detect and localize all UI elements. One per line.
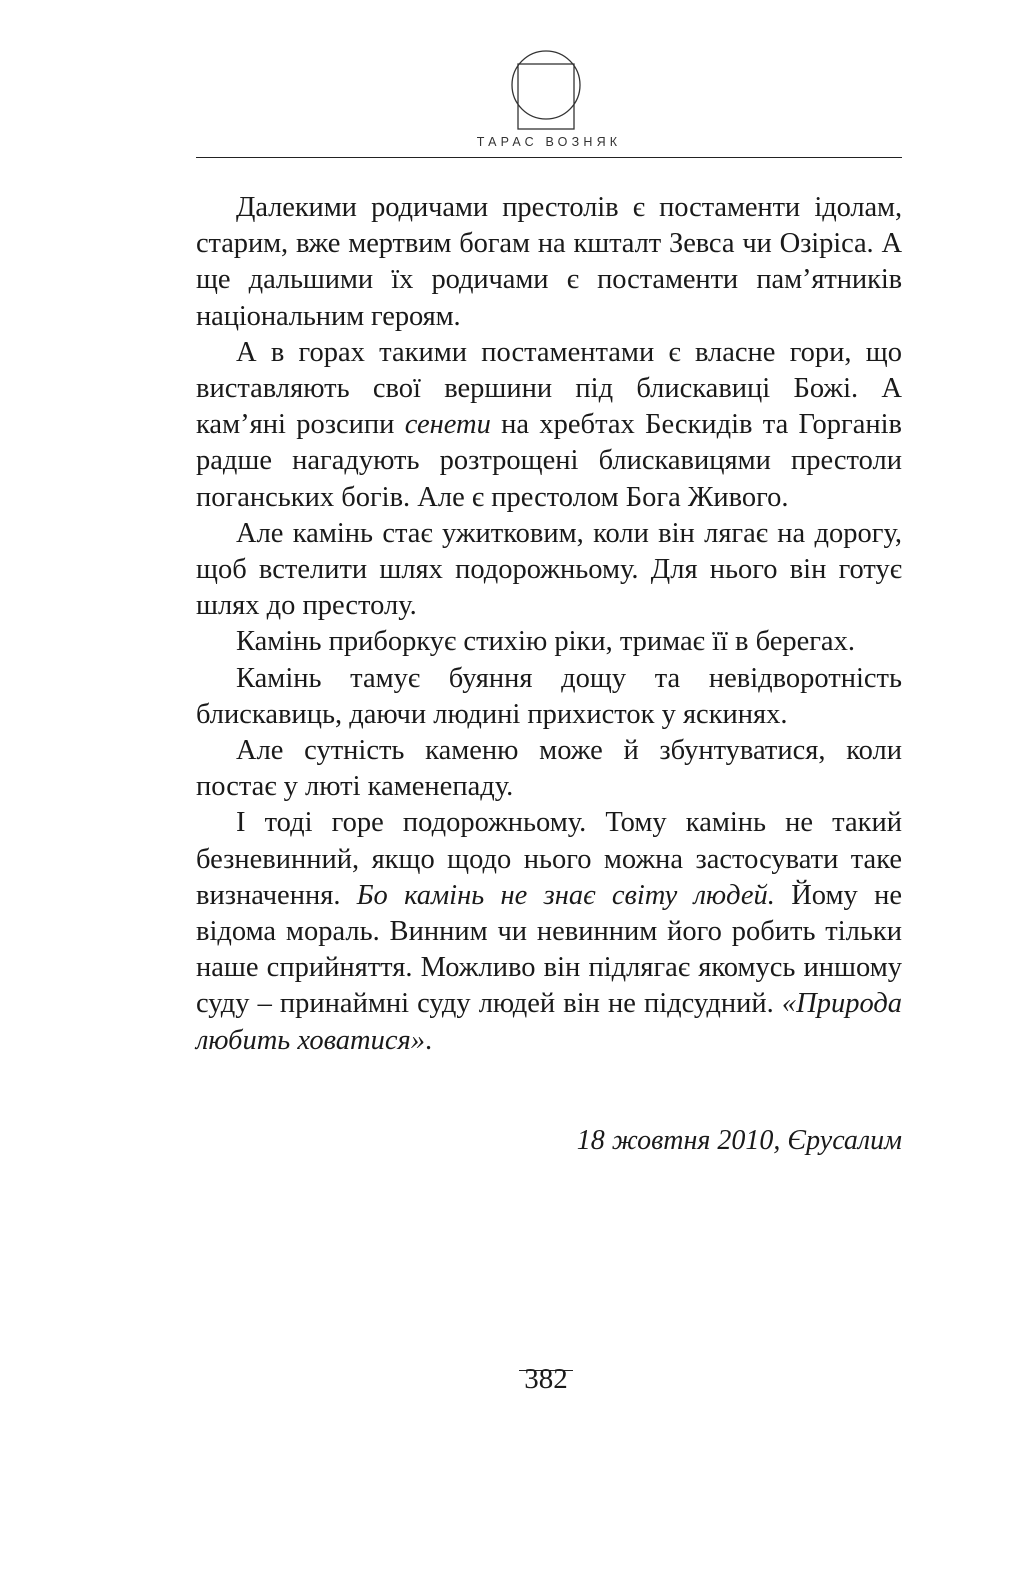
paragraph (196, 335, 902, 516)
text-segment: . (425, 1024, 433, 1056)
paragraph (196, 733, 902, 805)
text-segment: Але сутність каменю може й збунтуватися, коли постає у люті каменепаду. (196, 735, 902, 803)
text-segment: Камінь приборкує стихію ріки, тримає її в берегах. (236, 626, 855, 658)
text-segment: А в горах такими постаментами є власне гори, що виставляють свої вершини під блискавиці Божі. А кам’яні розсипи (196, 336, 902, 441)
text-segment: Далекими родичами престолів є постаменти ідолам, старим, вже мертвим богам на кшталт Зевса чи Озіріса. А ще дальшими їх родичами є постаменти пам’ятників національним героям. (196, 192, 902, 332)
paragraph (196, 661, 902, 733)
text-segment: І тоді горе подорожньому. Тому камінь не такий безневинний, якщо щодо нього можна застосувати таке визначення. (196, 807, 902, 911)
text-segment: на хребтах Бескидів та Горганів радше нагадують розтрощені блискавицями престоли поганських богів. Але є престолом Бога Живого. (196, 409, 902, 513)
header-rule (196, 157, 902, 158)
paragraph (196, 190, 902, 335)
italic-segment: Бо камінь не знає світу людей. (356, 879, 775, 911)
paragraph (196, 516, 902, 625)
text-segment: Камінь тамує буяння дощу та невідворотність блискавиць, даючи людині прихисток у яскинях. (196, 662, 902, 730)
paragraph (196, 624, 902, 660)
running-head-author: ТАРАС ВОЗНЯК (476, 135, 622, 149)
italic-segment: «Природа любить ховатися» (196, 988, 902, 1056)
page-number: 382 (524, 1363, 568, 1395)
paragraph (196, 805, 902, 1058)
dateline: 18 жовтня 2010, Єрусалим (576, 1125, 902, 1156)
text-segment: Але камінь стає ужитковим, коли він лягає на дорогу, щоб встелити шлях подорожньому. Для нього він готує шлях до престолу. (196, 517, 902, 622)
italic-segment: сенети (404, 409, 491, 441)
text-segment: Йому не відома мораль. Винним чи невинним його робить тільки наше сприйняття. Можливо він підлягає якомусь иншому суду – принаймні суду людей він не підсудний. (196, 879, 902, 1020)
body-text (196, 190, 902, 1059)
circle-square-emblem-icon (510, 47, 582, 131)
